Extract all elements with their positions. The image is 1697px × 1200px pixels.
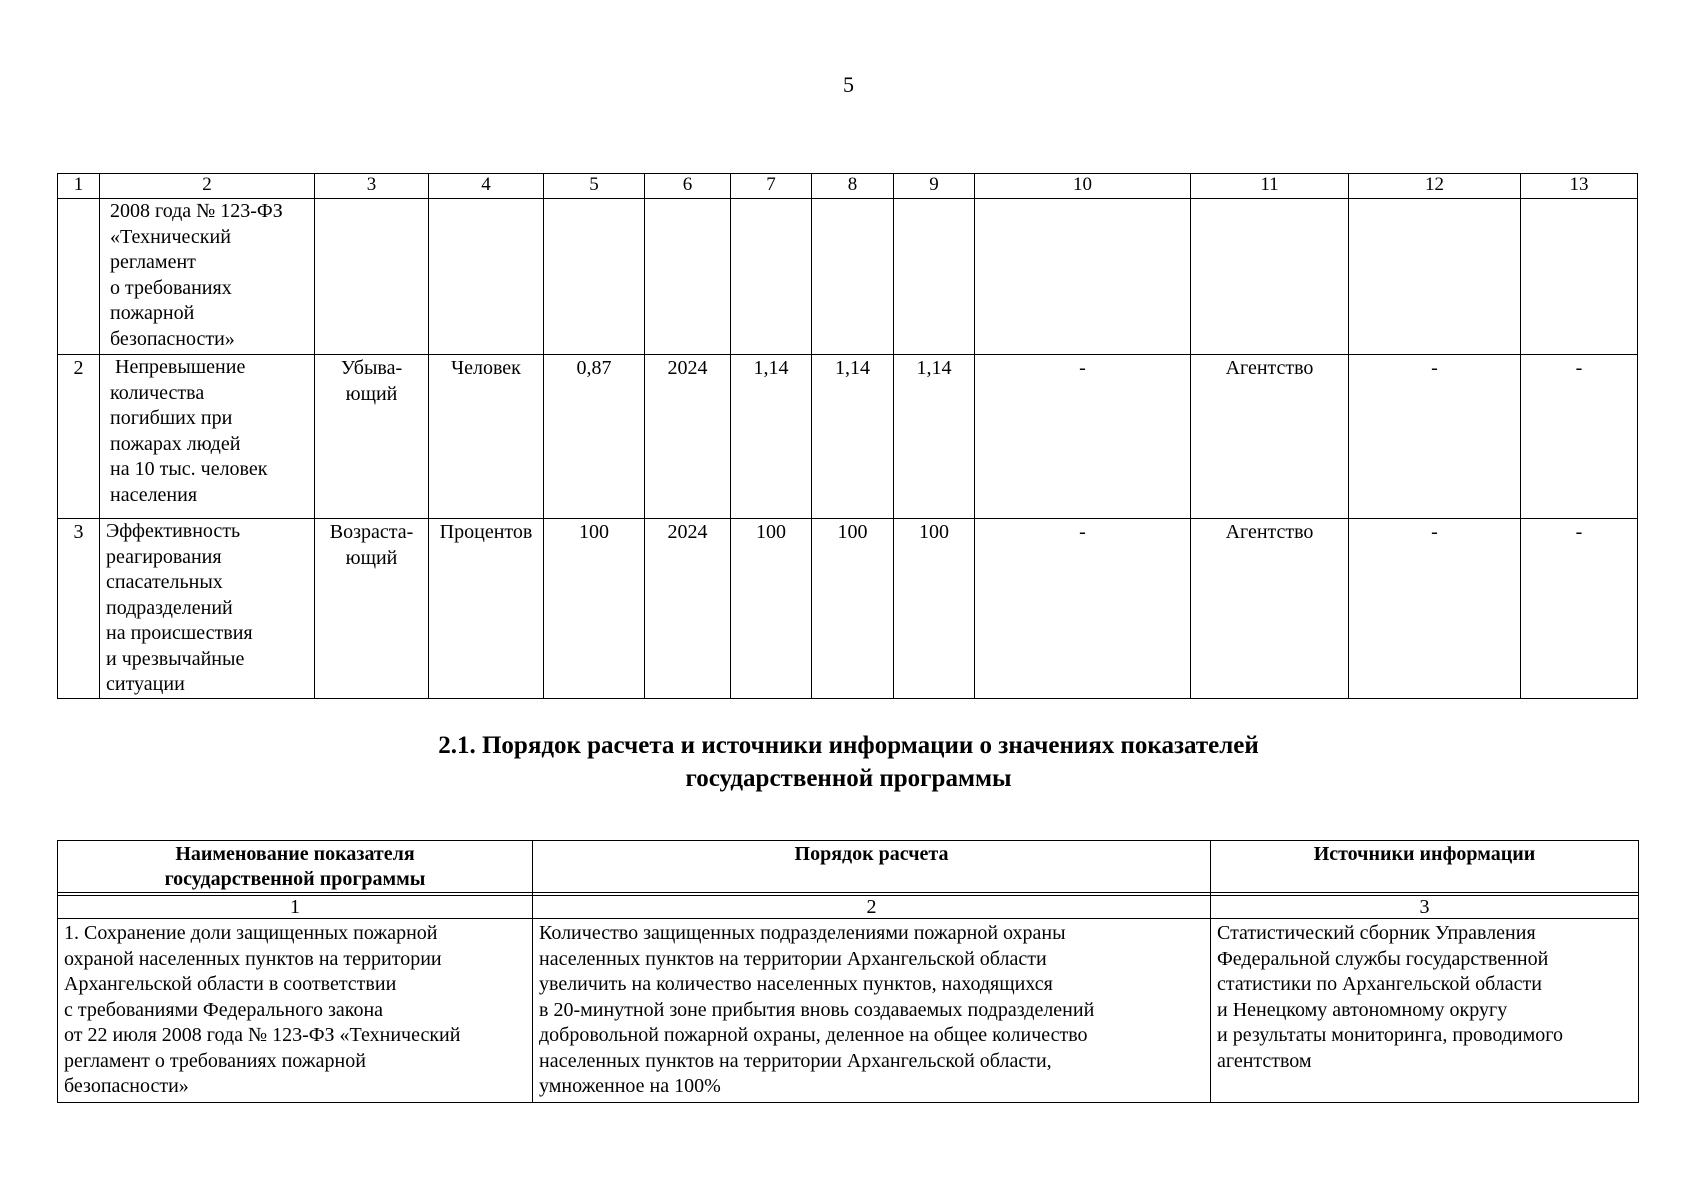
column-number: 5 xyxy=(544,174,645,199)
year-cell: 2024 xyxy=(645,355,731,519)
row-number xyxy=(58,199,100,355)
value-cell: - xyxy=(1521,355,1638,519)
text-line: подразделений xyxy=(106,596,233,619)
column-number: 10 xyxy=(975,174,1191,199)
text-line: с требованиями Федерального закона xyxy=(64,998,384,1021)
table-row xyxy=(58,519,1638,699)
text-line: пожарах людей xyxy=(110,432,241,455)
indicators-table xyxy=(57,173,1638,699)
column-number: 13 xyxy=(1521,174,1638,199)
text-line: Федеральной службы государственной xyxy=(1217,947,1549,970)
text-line: Убыва- xyxy=(340,357,403,379)
table-row-continuation xyxy=(58,199,1638,355)
text-line: государственной программы xyxy=(164,868,426,890)
text-line: населенных пунктов на территории Архангельской области, xyxy=(539,1049,1052,1072)
column-number: 12 xyxy=(1349,174,1521,199)
text-line: статистики по Архангельской области xyxy=(1217,973,1542,995)
empty-cell xyxy=(429,199,544,355)
empty-cell xyxy=(315,199,429,355)
column-number: 8 xyxy=(812,174,894,199)
empty-cell xyxy=(812,199,894,355)
empty-cell xyxy=(645,199,731,355)
text-line: пожарной xyxy=(110,302,195,324)
row-number: 2 xyxy=(58,355,100,519)
value-cell: 100 xyxy=(544,519,645,699)
column-number: 3 xyxy=(1211,896,1639,919)
empty-cell xyxy=(1521,199,1638,355)
text-line: в 20-минутной зоне прибытия вновь создаваемых подразделений xyxy=(539,998,1095,1021)
text-line: регламент о требованиях пожарной xyxy=(64,1049,366,1072)
empty-cell xyxy=(894,199,975,355)
column-numbers-row xyxy=(58,174,1638,199)
text-line: Архангельской области в соответствии xyxy=(64,973,397,995)
text-line: безопасности» xyxy=(110,327,235,350)
year-cell: 2024 xyxy=(645,519,731,699)
section-title-line: государственной программы xyxy=(685,765,1012,792)
unit: Человек xyxy=(429,355,544,519)
value-cell: 100 xyxy=(731,519,812,699)
text-line: реагирования xyxy=(106,545,222,568)
indicator-name xyxy=(100,519,315,699)
text-line: ситуации xyxy=(106,673,185,695)
empty-cell xyxy=(1191,199,1349,355)
text-line: от 22 июля 2008 года № 123-ФЗ «Технический xyxy=(64,1024,461,1046)
text-line: и Ненецкому автономному округу xyxy=(1217,998,1508,1021)
empty-cell xyxy=(731,199,812,355)
column-number: 4 xyxy=(429,174,544,199)
text-line: регламент xyxy=(110,251,196,273)
text-line: и чрезвычайные xyxy=(106,647,245,670)
text-line: населения xyxy=(110,483,198,506)
section-title-line: 2.1. Порядок расчета и источники информации о значениях показателей xyxy=(438,732,1259,759)
header-sources xyxy=(1211,841,1639,893)
text-line: Возраста- xyxy=(329,521,414,543)
table-row xyxy=(58,919,1639,1103)
text-line: и результаты мониторинга, проводимого xyxy=(1217,1024,1563,1046)
empty-cell xyxy=(975,199,1191,355)
calculation-method xyxy=(533,919,1211,1103)
indicator-type xyxy=(315,355,429,519)
unit: Процентов xyxy=(429,519,544,699)
text-line: Источники информации xyxy=(1313,843,1536,865)
text-line: спасательных xyxy=(106,571,223,593)
column-number: 7 xyxy=(731,174,812,199)
column-number: 2 xyxy=(100,174,315,199)
text-line: о требованиях xyxy=(110,276,232,299)
indicator-name xyxy=(58,919,533,1103)
information-sources xyxy=(1211,919,1639,1103)
value-cell: - xyxy=(1521,519,1638,699)
text-line: безопасности» xyxy=(64,1075,189,1097)
text-line: ющий xyxy=(345,382,398,405)
text-line: на 10 тыс. человек xyxy=(110,458,268,480)
value-cell: - xyxy=(1349,355,1521,519)
value-cell: 1,14 xyxy=(731,355,812,519)
text-line: добровольной пожарной охраны, деленное на общее количество xyxy=(539,1024,1088,1046)
indicator-name xyxy=(100,355,315,519)
column-number: 3 xyxy=(315,174,429,199)
text-line: погибших при xyxy=(110,407,233,429)
row-number: 3 xyxy=(58,519,100,699)
value-cell: - xyxy=(975,355,1191,519)
column-number: 9 xyxy=(894,174,975,199)
empty-cell xyxy=(1349,199,1521,355)
text-line: агентством xyxy=(1217,1049,1312,1072)
value-cell: 0,87 xyxy=(544,355,645,519)
empty-cell xyxy=(544,199,645,355)
text-line: Количество защищенных подразделениями пожарной охраны xyxy=(539,922,1066,944)
text-line: Эффективность xyxy=(106,520,241,542)
calculation-table xyxy=(57,840,1639,1103)
value-cell: 100 xyxy=(894,519,975,699)
column-numbers-row xyxy=(58,896,1639,919)
value-cell: 1,14 xyxy=(894,355,975,519)
text-line: на происшествия xyxy=(106,622,253,644)
column-number: 6 xyxy=(645,174,731,199)
header-indicator-name xyxy=(58,841,533,893)
value-cell: - xyxy=(1349,519,1521,699)
text-line: умноженное на 100% xyxy=(539,1075,721,1097)
text-line: 2008 года № 123-ФЗ xyxy=(110,200,283,222)
responsible-cell: Агентство xyxy=(1191,355,1349,519)
page-number: 5 xyxy=(843,72,854,97)
value-cell: 100 xyxy=(812,519,894,699)
text-line: ющий xyxy=(345,546,398,569)
responsible-cell: Агентство xyxy=(1191,519,1349,699)
value-cell: 1,14 xyxy=(812,355,894,519)
header-row xyxy=(58,841,1639,893)
text-line: охраной населенных пунктов на территории xyxy=(64,947,442,970)
text-line: увеличить на количество населенных пунктов, находящихся xyxy=(539,973,1053,995)
table-row xyxy=(58,355,1638,519)
header-calculation xyxy=(533,841,1211,893)
indicator-type xyxy=(315,519,429,699)
text-line: Наименование показателя xyxy=(175,843,415,865)
text-line: Порядок расчета xyxy=(794,843,949,865)
text-line: Статистический сборник Управления xyxy=(1217,922,1536,944)
column-number: 1 xyxy=(58,896,533,919)
text-line: 1. Сохранение доли защищенных пожарной xyxy=(64,922,438,944)
text-line: количества xyxy=(110,381,205,404)
column-number: 1 xyxy=(58,174,100,199)
column-number: 11 xyxy=(1191,174,1349,199)
column-number: 2 xyxy=(533,896,1211,919)
text-line: населенных пунктов на территории Архангельской области xyxy=(539,947,1047,970)
text-line: «Технический xyxy=(110,225,231,248)
value-cell: - xyxy=(975,519,1191,699)
section-title xyxy=(0,729,1697,795)
indicator-name xyxy=(100,199,315,355)
text-line: Непревышение xyxy=(110,356,246,378)
